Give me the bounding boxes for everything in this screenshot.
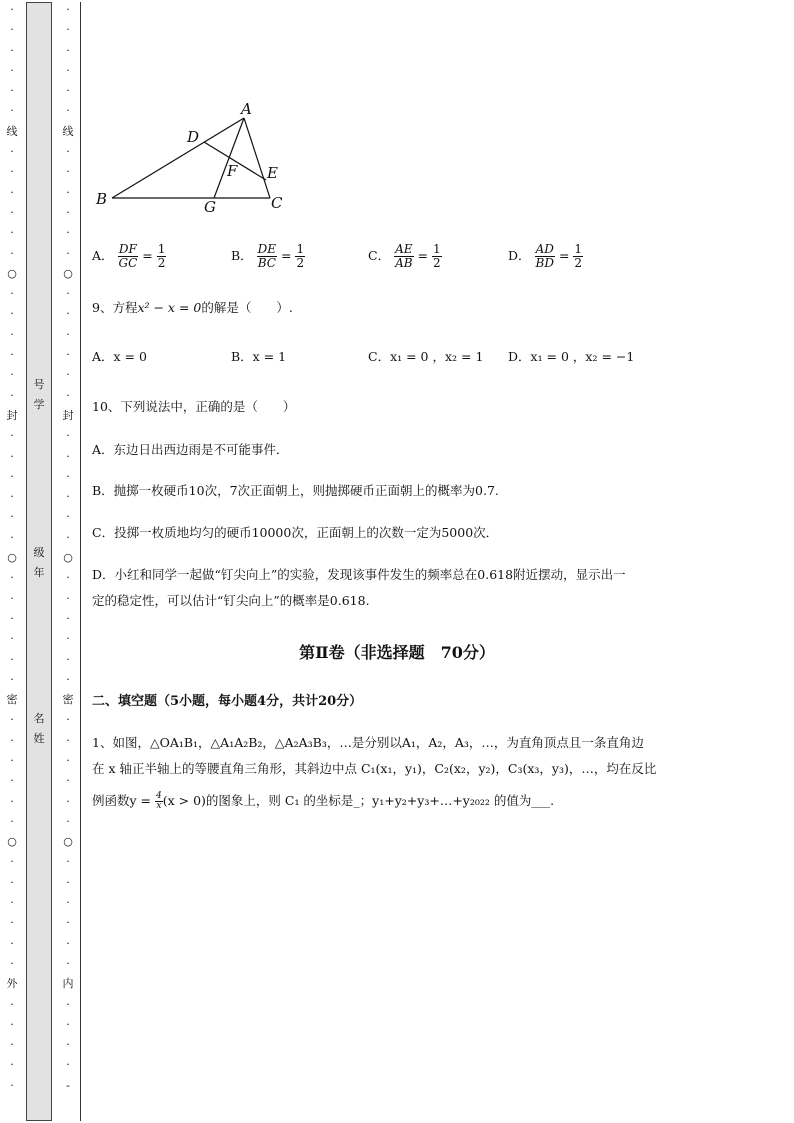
label-D: D bbox=[187, 128, 200, 146]
inner-mark: · bbox=[66, 469, 70, 483]
outer-mark: · bbox=[10, 43, 14, 57]
inner-mark: · bbox=[66, 165, 70, 179]
triangle-figure bbox=[92, 98, 292, 218]
inner-mark: · bbox=[66, 348, 70, 362]
strip-label: 级 bbox=[33, 546, 45, 559]
outer-mark: · bbox=[10, 733, 14, 747]
outer-mark: · bbox=[10, 916, 14, 930]
outer-mark: · bbox=[10, 1038, 14, 1052]
strip-label: 名 bbox=[33, 712, 45, 725]
q9-option-a: A．x = 0 bbox=[92, 349, 147, 364]
inner-mark: · bbox=[66, 632, 70, 646]
outer-mark: · bbox=[10, 896, 14, 910]
inner-mark: · bbox=[66, 104, 70, 118]
inner-mark: · bbox=[66, 753, 70, 767]
inner-mark: · bbox=[66, 571, 70, 585]
outer-mark: · bbox=[10, 23, 14, 37]
outer-mark: 线 bbox=[6, 124, 18, 138]
q8-option-d: D． $\frac{AD}{BD}$ = $\frac{1}{2}$ bbox=[508, 242, 583, 270]
inner-mark: · bbox=[66, 449, 70, 463]
binding-margin-inner bbox=[56, 0, 80, 1123]
outer-seal-marks bbox=[0, 0, 24, 1123]
label-C: C bbox=[271, 194, 283, 212]
outer-mark: · bbox=[10, 530, 14, 544]
inner-mark: · bbox=[66, 287, 70, 301]
outer-mark: · bbox=[10, 307, 14, 321]
inner-mark: · bbox=[66, 530, 70, 544]
outer-mark: · bbox=[10, 591, 14, 605]
fill1-line1: 1、如图，△OA₁B₁，△A₁A₂B₂，△A₂A₃B₃，…是分别以A₁，A₂，A₃，…，为直角顶点且一条直角边 bbox=[92, 735, 644, 750]
outer-mark: · bbox=[10, 936, 14, 950]
q10-option-c: C．投掷一枚质地均匀的硬币10000次，正面朝上的次数一定为5000次． bbox=[92, 525, 499, 540]
q9-option-b: B．x = 1 bbox=[231, 349, 287, 364]
outer-mark: 封 bbox=[6, 408, 18, 422]
inner-mark: · bbox=[66, 652, 70, 666]
inner-mark: · bbox=[66, 43, 70, 57]
inner-mark: · bbox=[66, 774, 70, 788]
inner-mark: · bbox=[66, 1058, 70, 1072]
inner-mark: 内 bbox=[62, 977, 74, 991]
outer-mark: · bbox=[10, 611, 14, 625]
inner-mark: · bbox=[66, 226, 70, 240]
outer-mark: · bbox=[10, 490, 14, 504]
label-B: B bbox=[96, 190, 108, 208]
inner-mark: · bbox=[66, 956, 70, 970]
segment-AG bbox=[214, 118, 244, 198]
q10-option-d-line2: 定的稳定性，可以估计“钉尖向上”的概率是0.618. bbox=[92, 593, 370, 608]
inner-mark: · bbox=[66, 611, 70, 625]
outer-mark: · bbox=[10, 449, 14, 463]
strip-label: 学 bbox=[33, 398, 45, 411]
label-A: A bbox=[241, 100, 252, 118]
strip-label: 姓 bbox=[33, 732, 45, 745]
inner-mark: ○ bbox=[63, 266, 73, 280]
q9-option-d: D．x₁ = 0 ，x₂ = −1 bbox=[508, 349, 635, 364]
inner-mark: · bbox=[66, 23, 70, 37]
inner-mark: · bbox=[66, 936, 70, 950]
inner-seal-marks bbox=[56, 0, 80, 1123]
strip-label: 年 bbox=[33, 566, 45, 579]
outer-mark: · bbox=[10, 1017, 14, 1031]
inner-mark: · bbox=[66, 896, 70, 910]
outer-mark: · bbox=[10, 956, 14, 970]
binding-rule bbox=[80, 2, 81, 1121]
inner-mark: · bbox=[66, 855, 70, 869]
inner-mark: · bbox=[66, 3, 70, 16]
outer-mark: · bbox=[10, 327, 14, 341]
inner-mark: · bbox=[66, 205, 70, 219]
inner-mark: · bbox=[66, 490, 70, 504]
inner-mark: ○ bbox=[63, 835, 73, 849]
strip-label: 号 bbox=[33, 378, 45, 391]
outer-mark: 外 bbox=[6, 977, 18, 991]
label-G: G bbox=[204, 198, 216, 216]
outer-mark: · bbox=[10, 632, 14, 646]
inner-mark: · bbox=[66, 1017, 70, 1031]
inner-mark: · bbox=[66, 429, 70, 443]
outer-mark: · bbox=[10, 652, 14, 666]
outer-mark: · bbox=[10, 145, 14, 159]
outer-mark: ○ bbox=[7, 551, 17, 565]
q8-option-c: C． $\frac{AE}{AB}$ = $\frac{1}{2}$ bbox=[368, 242, 441, 270]
outer-mark: · bbox=[10, 104, 14, 118]
q9-stem: 9、方程x² − x = 0的解是（ ）. bbox=[92, 300, 293, 315]
section-title: 第Ⅱ卷（非选择题 70分） bbox=[299, 643, 495, 662]
outer-mark: · bbox=[10, 226, 14, 240]
outer-mark: · bbox=[10, 469, 14, 483]
outer-mark: · bbox=[10, 205, 14, 219]
outer-mark: ○ bbox=[7, 835, 17, 849]
outer-mark: · bbox=[10, 753, 14, 767]
outer-mark: · bbox=[10, 287, 14, 301]
inner-mark: · bbox=[66, 145, 70, 159]
outer-mark: · bbox=[10, 63, 14, 77]
outer-mark: · bbox=[10, 875, 14, 889]
inner-mark: - bbox=[66, 1078, 70, 1092]
inner-mark: 封 bbox=[62, 408, 74, 422]
q8-option-b: B． $\frac{DE}{BC}$ = $\frac{1}{2}$ bbox=[231, 242, 305, 270]
outer-mark: · bbox=[10, 794, 14, 808]
fill-in-heading: 二、填空题（5小题，每小题4分，共计20分） bbox=[92, 694, 363, 709]
outer-mark: · bbox=[10, 855, 14, 869]
inner-mark: · bbox=[66, 875, 70, 889]
inner-mark: · bbox=[66, 246, 70, 260]
outer-mark: · bbox=[10, 246, 14, 260]
outer-mark: · bbox=[10, 388, 14, 402]
label-F: F bbox=[227, 162, 238, 180]
inner-mark: · bbox=[66, 672, 70, 686]
outer-mark: · bbox=[10, 814, 14, 828]
q10-option-b: B．抛掷一枚硬币10次，7次正面朝上，则抛掷硬币正面朝上的概率为0.7. bbox=[92, 483, 499, 498]
inner-mark: · bbox=[66, 388, 70, 402]
inner-mark: · bbox=[66, 733, 70, 747]
outer-mark: · bbox=[10, 3, 14, 16]
inner-mark: · bbox=[66, 510, 70, 524]
fill1-line2: 在 x 轴正半轴上的等腰直角三角形，其斜边中点 C₁(x₁，y₁)，C₂(x₂，y₂)，C₃(x₃，y₃)，…，均在反比 bbox=[92, 761, 657, 776]
inner-mark: · bbox=[66, 84, 70, 98]
outer-mark: · bbox=[10, 165, 14, 179]
outer-mark: · bbox=[10, 672, 14, 686]
q10-option-a: A．东边日出西边雨是不可能事件． bbox=[92, 442, 289, 457]
outer-mark: · bbox=[10, 571, 14, 585]
inner-mark: · bbox=[66, 916, 70, 930]
segment-AC bbox=[244, 118, 270, 198]
inner-mark: · bbox=[66, 307, 70, 321]
q9-option-c: C．x₁ = 0 ，x₂ = 1 bbox=[368, 349, 484, 364]
inner-mark: · bbox=[66, 63, 70, 77]
outer-mark: · bbox=[10, 1058, 14, 1072]
outer-mark: · bbox=[10, 429, 14, 443]
inner-mark: · bbox=[66, 185, 70, 199]
outer-mark: 密 bbox=[6, 693, 18, 707]
inner-mark: 线 bbox=[62, 124, 74, 138]
fill1-line3: 例函数y = $\frac{4}{x}$ (x > 0)的图象上，则 C₁ 的坐标是_；y₁+y₂+y₃+…+y₂₀₂₂ 的值为___. bbox=[92, 791, 555, 811]
inner-mark: · bbox=[66, 997, 70, 1011]
q10-stem: 10、下列说法中，正确的是（ ） bbox=[92, 399, 296, 414]
inner-mark: · bbox=[66, 713, 70, 727]
q10-option-d-line1: D．小红和同学一起做“钉尖向上”的实验，发现该事件发生的频率总在0.618附近摆动，显示出一 bbox=[92, 567, 626, 582]
outer-mark: · bbox=[10, 368, 14, 382]
label-E: E bbox=[267, 164, 278, 182]
binding-margin-outer bbox=[0, 0, 24, 1123]
outer-mark: ○ bbox=[7, 266, 17, 280]
inner-mark: · bbox=[66, 591, 70, 605]
outer-mark: · bbox=[10, 1078, 14, 1092]
inner-mark: · bbox=[66, 1038, 70, 1052]
segment-BA bbox=[112, 118, 244, 198]
q8-option-a: A． $\frac{DF}{GC}$ = $\frac{1}{2}$ bbox=[92, 242, 166, 270]
outer-mark: · bbox=[10, 185, 14, 199]
inner-mark: ○ bbox=[63, 551, 73, 565]
outer-mark: · bbox=[10, 997, 14, 1011]
outer-mark: · bbox=[10, 774, 14, 788]
inner-mark: · bbox=[66, 814, 70, 828]
inner-mark: 密 bbox=[62, 693, 74, 707]
outer-mark: · bbox=[10, 510, 14, 524]
inner-mark: · bbox=[66, 794, 70, 808]
inner-mark: · bbox=[66, 327, 70, 341]
inner-mark: · bbox=[66, 368, 70, 382]
outer-mark: · bbox=[10, 84, 14, 98]
outer-mark: · bbox=[10, 348, 14, 362]
outer-mark: · bbox=[10, 713, 14, 727]
